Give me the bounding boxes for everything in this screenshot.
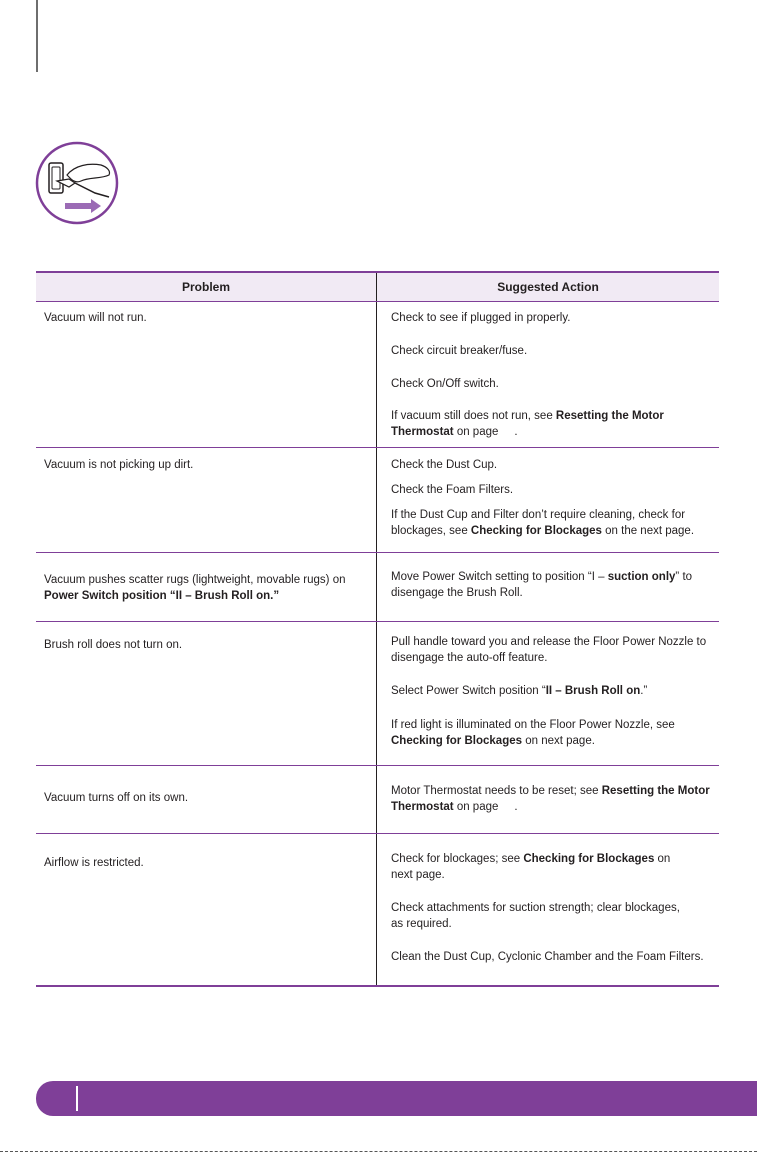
problem-text-bold: Power Switch position “II – Brush Roll on.”	[44, 590, 280, 602]
problem-text: Vacuum will not run.	[44, 312, 147, 324]
action-text: disengage the Brush Roll.	[391, 587, 523, 599]
page-trim-line	[0, 1151, 757, 1152]
action-text: Check circuit breaker/fuse.	[391, 345, 528, 357]
action-text: Check the Foam Filters.	[391, 484, 514, 496]
table-row	[36, 834, 719, 985]
footer-divider	[76, 1086, 78, 1111]
action-text: Check attachments for suction strength; clear blockages,	[391, 902, 680, 914]
action-text: blockages, see Checking for Blockages on the next page.	[391, 525, 695, 537]
problem-text: Vacuum turns off on its own.	[44, 792, 189, 804]
problem-text: Vacuum is not picking up dirt.	[44, 459, 194, 471]
table-header	[36, 273, 719, 302]
action-text: Pull handle toward you and release the Floor Power Nozzle to	[391, 636, 707, 648]
action-text: If the Dust Cup and Filter don’t require cleaning, check for	[391, 509, 686, 521]
page-edge-rule	[36, 0, 38, 72]
troubleshooting-table	[36, 271, 719, 987]
action-text: Clean the Dust Cup, Cyclonic Chamber and the Foam Filters.	[391, 951, 704, 963]
table-row	[36, 448, 719, 553]
table-row	[36, 766, 719, 834]
header-suggested-action: Suggested Action	[376, 273, 719, 301]
action-text: Check for blockages; see Checking for Blockages on	[391, 853, 671, 865]
table-row	[36, 302, 719, 448]
problem-text: Vacuum pushes scatter rugs (lightweight, movable rugs) on	[44, 574, 346, 586]
action-text: Check the Dust Cup.	[391, 459, 498, 471]
footer-bar	[36, 1081, 757, 1116]
table-row	[36, 553, 719, 622]
action-text: Checking for Blockages on next page.	[391, 735, 595, 747]
action-text: Thermostat on page .	[391, 801, 518, 813]
action-text: Check On/Off switch.	[391, 378, 499, 390]
action-text: Select Power Switch position “II – Brush Roll on.”	[391, 685, 648, 697]
problem-text: Brush roll does not turn on.	[44, 639, 183, 651]
action-text: disengage the auto-off feature.	[391, 652, 548, 664]
action-text: Motor Thermostat needs to be reset; see Resetting the Motor	[391, 785, 710, 797]
unplug-cord-icon	[35, 141, 119, 225]
table-row	[36, 622, 719, 766]
problem-text: Airflow is restricted.	[44, 857, 144, 869]
action-text: If vacuum still does not run, see Resetting the Motor	[391, 410, 664, 422]
action-text: If red light is illuminated on the Floor Power Nozzle, see	[391, 719, 675, 731]
action-text: Check to see if plugged in properly.	[391, 312, 571, 324]
action-text: Move Power Switch setting to position “I – suction only” to	[391, 571, 693, 583]
header-problem: Problem	[181, 280, 230, 294]
action-text: Thermostat on page .	[391, 426, 518, 438]
action-text: next page.	[391, 869, 445, 881]
action-text: as required.	[391, 918, 452, 930]
